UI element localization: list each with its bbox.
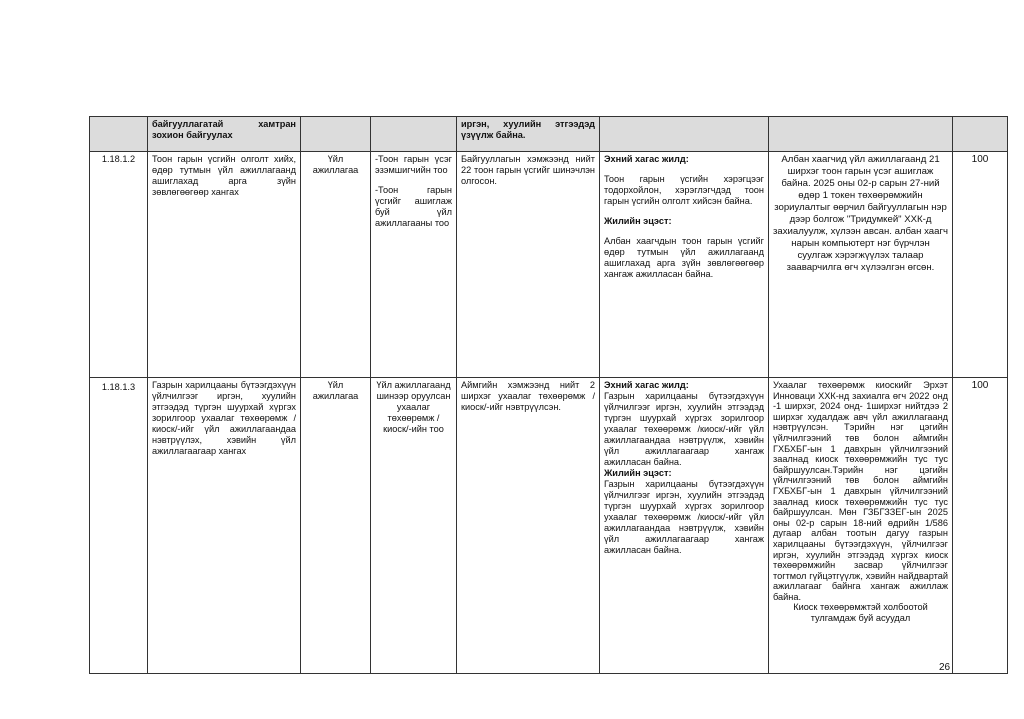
- header-cell-baseline: иргэн, хуулийн этгээдэд үзүүлж байна.: [457, 117, 600, 152]
- header-cell-type: [301, 117, 371, 152]
- header-cell-target: [600, 117, 769, 152]
- row-index: 1.18.1.2: [90, 152, 148, 378]
- progress-cell: 100: [953, 378, 1008, 674]
- target-cell: [600, 152, 769, 378]
- target-text: Албан хаагчдын тоон гарын үсгийг өдөр тутмын үйл ажиллагаанд ашиглахад арга зүйн зөвлөгөөгөөр хангаж ажилласан байна.: [604, 236, 764, 279]
- baseline-cell: Байгууллагын хэмжээнд нийт 22 тоон гарын үсгийг шинэчлэн олгосон.: [457, 152, 600, 378]
- page-number: 26: [939, 662, 951, 673]
- target-heading: Жилийн эцэст:: [604, 468, 672, 478]
- result-tail: Киоск төхөөрөмжтэй холбоотой тулгамдаж буй асуудал: [793, 602, 928, 624]
- header-cell-progress: [953, 117, 1008, 152]
- result-cell: Албан хаагчид үйл ажиллагаанд 21 ширхэг тоон гарын үсэг ашиглаж байна. 2025 оны 02-р сарын 27-ний өдөр 1 токен төхөөрөмжийн зориулалтыг өөрчил байгууллагын нэр дээр болгож "Тридумкей" ХХК-д захиалуулж, хүлээн авсан. албан хаагч нарын компьютерт нэг бүрчлэн суулгаж хэрэгжүүлэх талаар зааварчилга өгч хүлээлгэн өгсөн.: [769, 152, 953, 378]
- header-cell-activity: байгууллагатай хамтран зохион байгуулах: [148, 117, 301, 152]
- indicator-cell: [371, 152, 457, 378]
- table-row: [90, 152, 1008, 378]
- indicator-line: -Тоон гарын үсэг эзэмшигчийн тоо: [375, 154, 452, 175]
- table-row: [90, 378, 1008, 674]
- target-text: Газрын харилцааны бүтээгдэхүүн үйлчилгээг иргэн, хуулийн этгээдэд түргэн шуурхай хүргэх зорилгоор ухаалаг төхөөрөмж /киоск/-ийг үйл ажиллагаандаа нэвтрүүлж, хэвийн үйл ажиллагаагаар хангаж ажилласан байна.: [604, 391, 764, 467]
- header-cell-indicator: [371, 117, 457, 152]
- indicator-cell: Үйл ажиллагаанд шинээр оруулсан ухаалаг төхөөрөмж /киоск/-ийн тоо: [371, 378, 457, 674]
- progress-cell: 100: [953, 152, 1008, 378]
- activity-type-cell: Үйл ажиллагаа: [301, 378, 371, 674]
- baseline-cell: Аймгийн хэмжээнд нийт 2 ширхэг ухаалаг төхөөрөмж /киоск/-ийг нэвтрүүлсэн.: [457, 378, 600, 674]
- target-heading: Жилийн эцэст:: [604, 216, 672, 226]
- target-text: Тоон гарын үсгийн хэрэгцээг тодорхойлон, хэрэглэгчдэд тоон гарын үсгийн олголт хийсэн байна.: [604, 174, 764, 206]
- activity-cell: Газрын харилцааны бүтээгдэхүүн үйлчилгээг иргэн, хуулийн этгээдэд түргэн шуурхай хүргэх зорилгоор ухаалаг төхөөрөмж /киоск/-ийг үйл ажиллагаандаа нэвтрүүлэх, хэвийн үйл ажиллагаагаар хангах: [148, 378, 301, 674]
- activity-cell: Тоон гарын үсгийн олголт хийх, өдөр тутмын үйл ажиллагаанд ашиглахад арга зүйн зөвлөгөөгөөр хангах: [148, 152, 301, 378]
- indicator-line: -Тоон гарын үсгийг ашиглаж буй үйл ажиллагааны тоо: [375, 185, 452, 228]
- result-cell: [769, 378, 953, 674]
- header-cell-result: [769, 117, 953, 152]
- target-text: Газрын харилцааны бүтээгдэхүүн үйлчилгээг иргэн, хуулийн этгээдэд түргэн шуурхай хүргэх зорилгоор ухаалаг төхөөрөмж /киоск/-ийг үйл ажиллагаандаа нэвтрүүлж, хэвийн үйл ажиллагаагаар хангаж ажилласан байна.: [604, 479, 764, 555]
- target-heading: Эхний хагас жилд:: [604, 154, 689, 164]
- activity-type-cell: Үйл ажиллагаа: [301, 152, 371, 378]
- report-table: [89, 116, 1008, 674]
- header-cell-index: [90, 117, 148, 152]
- target-heading: Эхний хагас жилд:: [604, 380, 689, 390]
- result-text: Ухаалаг төхөөрөмж киоскийг Эрхэт Инноваци ХХК-нд захиалга өгч 2022 онд -1 ширхэг, 2024 онд- 1ширхэг нийтдээ 2 ширхэг худалдаж авч үйл ажиллагаанд нэвтрүүлсэн. Тэрийн нэг цэгийн үйлчилгээний төв болон аймгийн ГХБХБГ-ын 1 давхрын үйлчилгээний заалнад киоск төхөөрөмжийн тус тус байршуулсан.Тэрийн нэг цэгийн үйлчилгээний төв болон аймгийн ГХБХБГ-ын 1 давхрын үйлчилгээний заалнад киоск төхөөрөмжийн тус тус байршуулсан. Мөн ГЗБГЗЗЕГ-ын 2025 оны 02-р сарын 18-ний өдрийн 1/586 дугаар албан тоотын дагуу газрын харилцааны бүтээгдэхүүн, үйлчилгээг иргэн, хуулийн этгээдэд хүргэх киоск төхөөрөмжийн засвар үйлчилгээг тогтмол гүйцэтгүүлж, хэвийн найдвартай ажиллагааг байнга хангаж ажиллаж байна.: [773, 380, 948, 602]
- row-index: 1.18.1.3: [90, 378, 148, 674]
- target-cell: [600, 378, 769, 674]
- continuation-header-row: [90, 117, 1008, 152]
